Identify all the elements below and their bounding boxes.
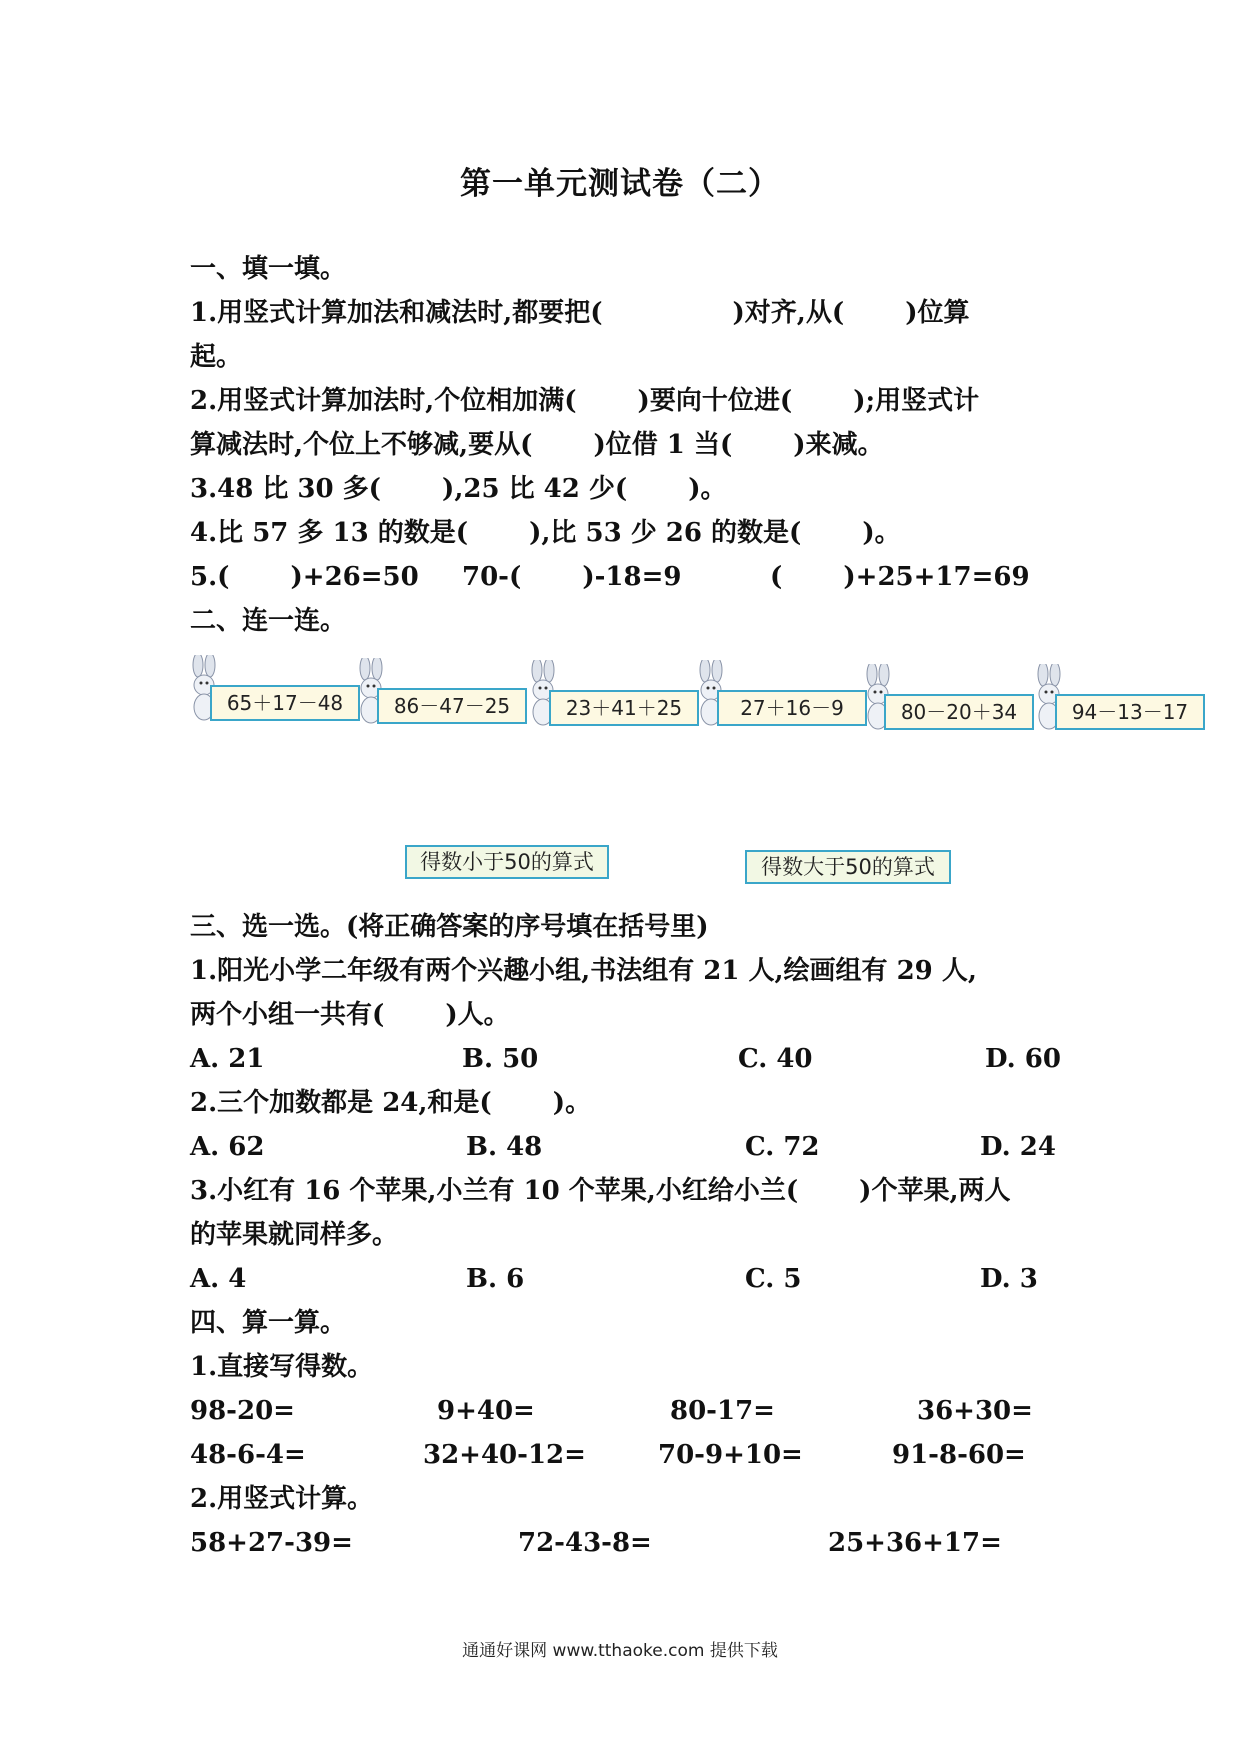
expression-box: 86－47－25 (377, 688, 527, 724)
option-b: B. 48 (466, 1132, 543, 1162)
option-d: D. 24 (980, 1132, 1056, 1162)
section2-heading: 二、连一连。 (190, 606, 347, 636)
expression-box: 23＋41＋25 (549, 690, 699, 726)
option-d: D. 60 (985, 1044, 1061, 1074)
calc-item: 36+30= (917, 1396, 1033, 1426)
q4-1-row1 (190, 1394, 1090, 1428)
expression-card-5[interactable] (862, 664, 1037, 732)
expression-box: 65＋17－48 (210, 685, 360, 721)
q3-3-line1: 3.小红有 16 个苹果,小兰有 10 个苹果,小红给小兰( )个苹果,两人 (190, 1176, 1011, 1206)
q3-1-line2: 两个小组一共有( )人。 (190, 1000, 510, 1030)
option-d: D. 3 (980, 1264, 1038, 1294)
expression-box: 80－20＋34 (884, 694, 1034, 730)
q4-2-row (190, 1526, 1090, 1560)
calc-item: 91-8-60= (892, 1440, 1026, 1470)
q1-5-part-b: 70-( )-18=9 (462, 562, 682, 592)
q3-1-line1: 1.阳光小学二年级有两个兴趣小组,书法组有 21 人,绘画组有 29 人, (190, 956, 977, 986)
q4-2-heading: 2.用竖式计算。 (190, 1484, 374, 1514)
section1-heading: 一、填一填。 (190, 254, 347, 284)
q1-5-part-a: 5.( )+26=50 (190, 562, 419, 592)
calc-item: 70-9+10= (658, 1440, 803, 1470)
q1-4: 4.比 57 多 13 的数是( ),比 53 少 26 的数是( )。 (190, 518, 901, 548)
expression-box: 27＋16－9 (717, 690, 867, 726)
calc-item: 48-6-4= (190, 1440, 306, 1470)
calc-item: 72-43-8= (518, 1528, 652, 1558)
q4-1-row2 (190, 1438, 1090, 1472)
expression-card-4[interactable] (695, 660, 870, 728)
expression-card-3[interactable] (527, 660, 702, 728)
calc-item: 9+40= (437, 1396, 535, 1426)
footer-credit: 通通好课网 www.tthaoke.com 提供下载 (462, 1641, 778, 1661)
q4-1-heading: 1.直接写得数。 (190, 1352, 374, 1382)
q1-5-part-c: ( )+25+17=69 (770, 562, 1030, 592)
option-a: A. 21 (190, 1044, 265, 1074)
calc-item: 98-20= (190, 1396, 295, 1426)
expression-card-1[interactable] (188, 655, 363, 723)
q3-1-options (190, 1042, 1090, 1076)
section4-heading: 四、算一算。 (190, 1308, 347, 1338)
q3-3-options (190, 1262, 1090, 1296)
target-less-than-50[interactable]: 得数小于50的算式 (405, 845, 609, 879)
target-greater-than-50[interactable]: 得数大于50的算式 (745, 850, 951, 884)
option-b: B. 6 (466, 1264, 525, 1294)
option-c: C. 72 (745, 1132, 820, 1162)
option-a: A. 62 (190, 1132, 265, 1162)
calc-item: 58+27-39= (190, 1528, 353, 1558)
calc-item: 25+36+17= (828, 1528, 1002, 1558)
q1-5-row (190, 560, 1090, 594)
q1-1-line2: 起。 (190, 342, 243, 372)
q1-3: 3.48 比 30 多( ),25 比 42 少( )。 (190, 474, 727, 504)
q3-2: 2.三个加数都是 24,和是( )。 (190, 1088, 592, 1118)
section3-heading: 三、选一选。(将正确答案的序号填在括号里) (190, 912, 709, 942)
option-c: C. 40 (738, 1044, 813, 1074)
expression-box: 94－13－17 (1055, 694, 1205, 730)
q3-2-options (190, 1130, 1090, 1164)
q1-2-line1: 2.用竖式计算加法时,个位相加满( )要向十位进( );用竖式计 (190, 386, 980, 416)
expression-card-2[interactable] (355, 658, 530, 726)
expression-card-6[interactable] (1033, 664, 1208, 732)
q1-2-line2: 算减法时,个位上不够减,要从( )位借 1 当( )来减。 (190, 430, 884, 460)
q1-1-line1: 1.用竖式计算加法和减法时,都要把( )对齐,从( )位算 (190, 298, 970, 328)
option-b: B. 50 (462, 1044, 539, 1074)
q3-3-line2: 的苹果就同样多。 (190, 1220, 399, 1250)
calc-item: 80-17= (670, 1396, 775, 1426)
option-a: A. 4 (190, 1264, 247, 1294)
calc-item: 32+40-12= (423, 1440, 586, 1470)
option-c: C. 5 (745, 1264, 802, 1294)
page-title: 第一单元测试卷（二） (460, 166, 780, 202)
